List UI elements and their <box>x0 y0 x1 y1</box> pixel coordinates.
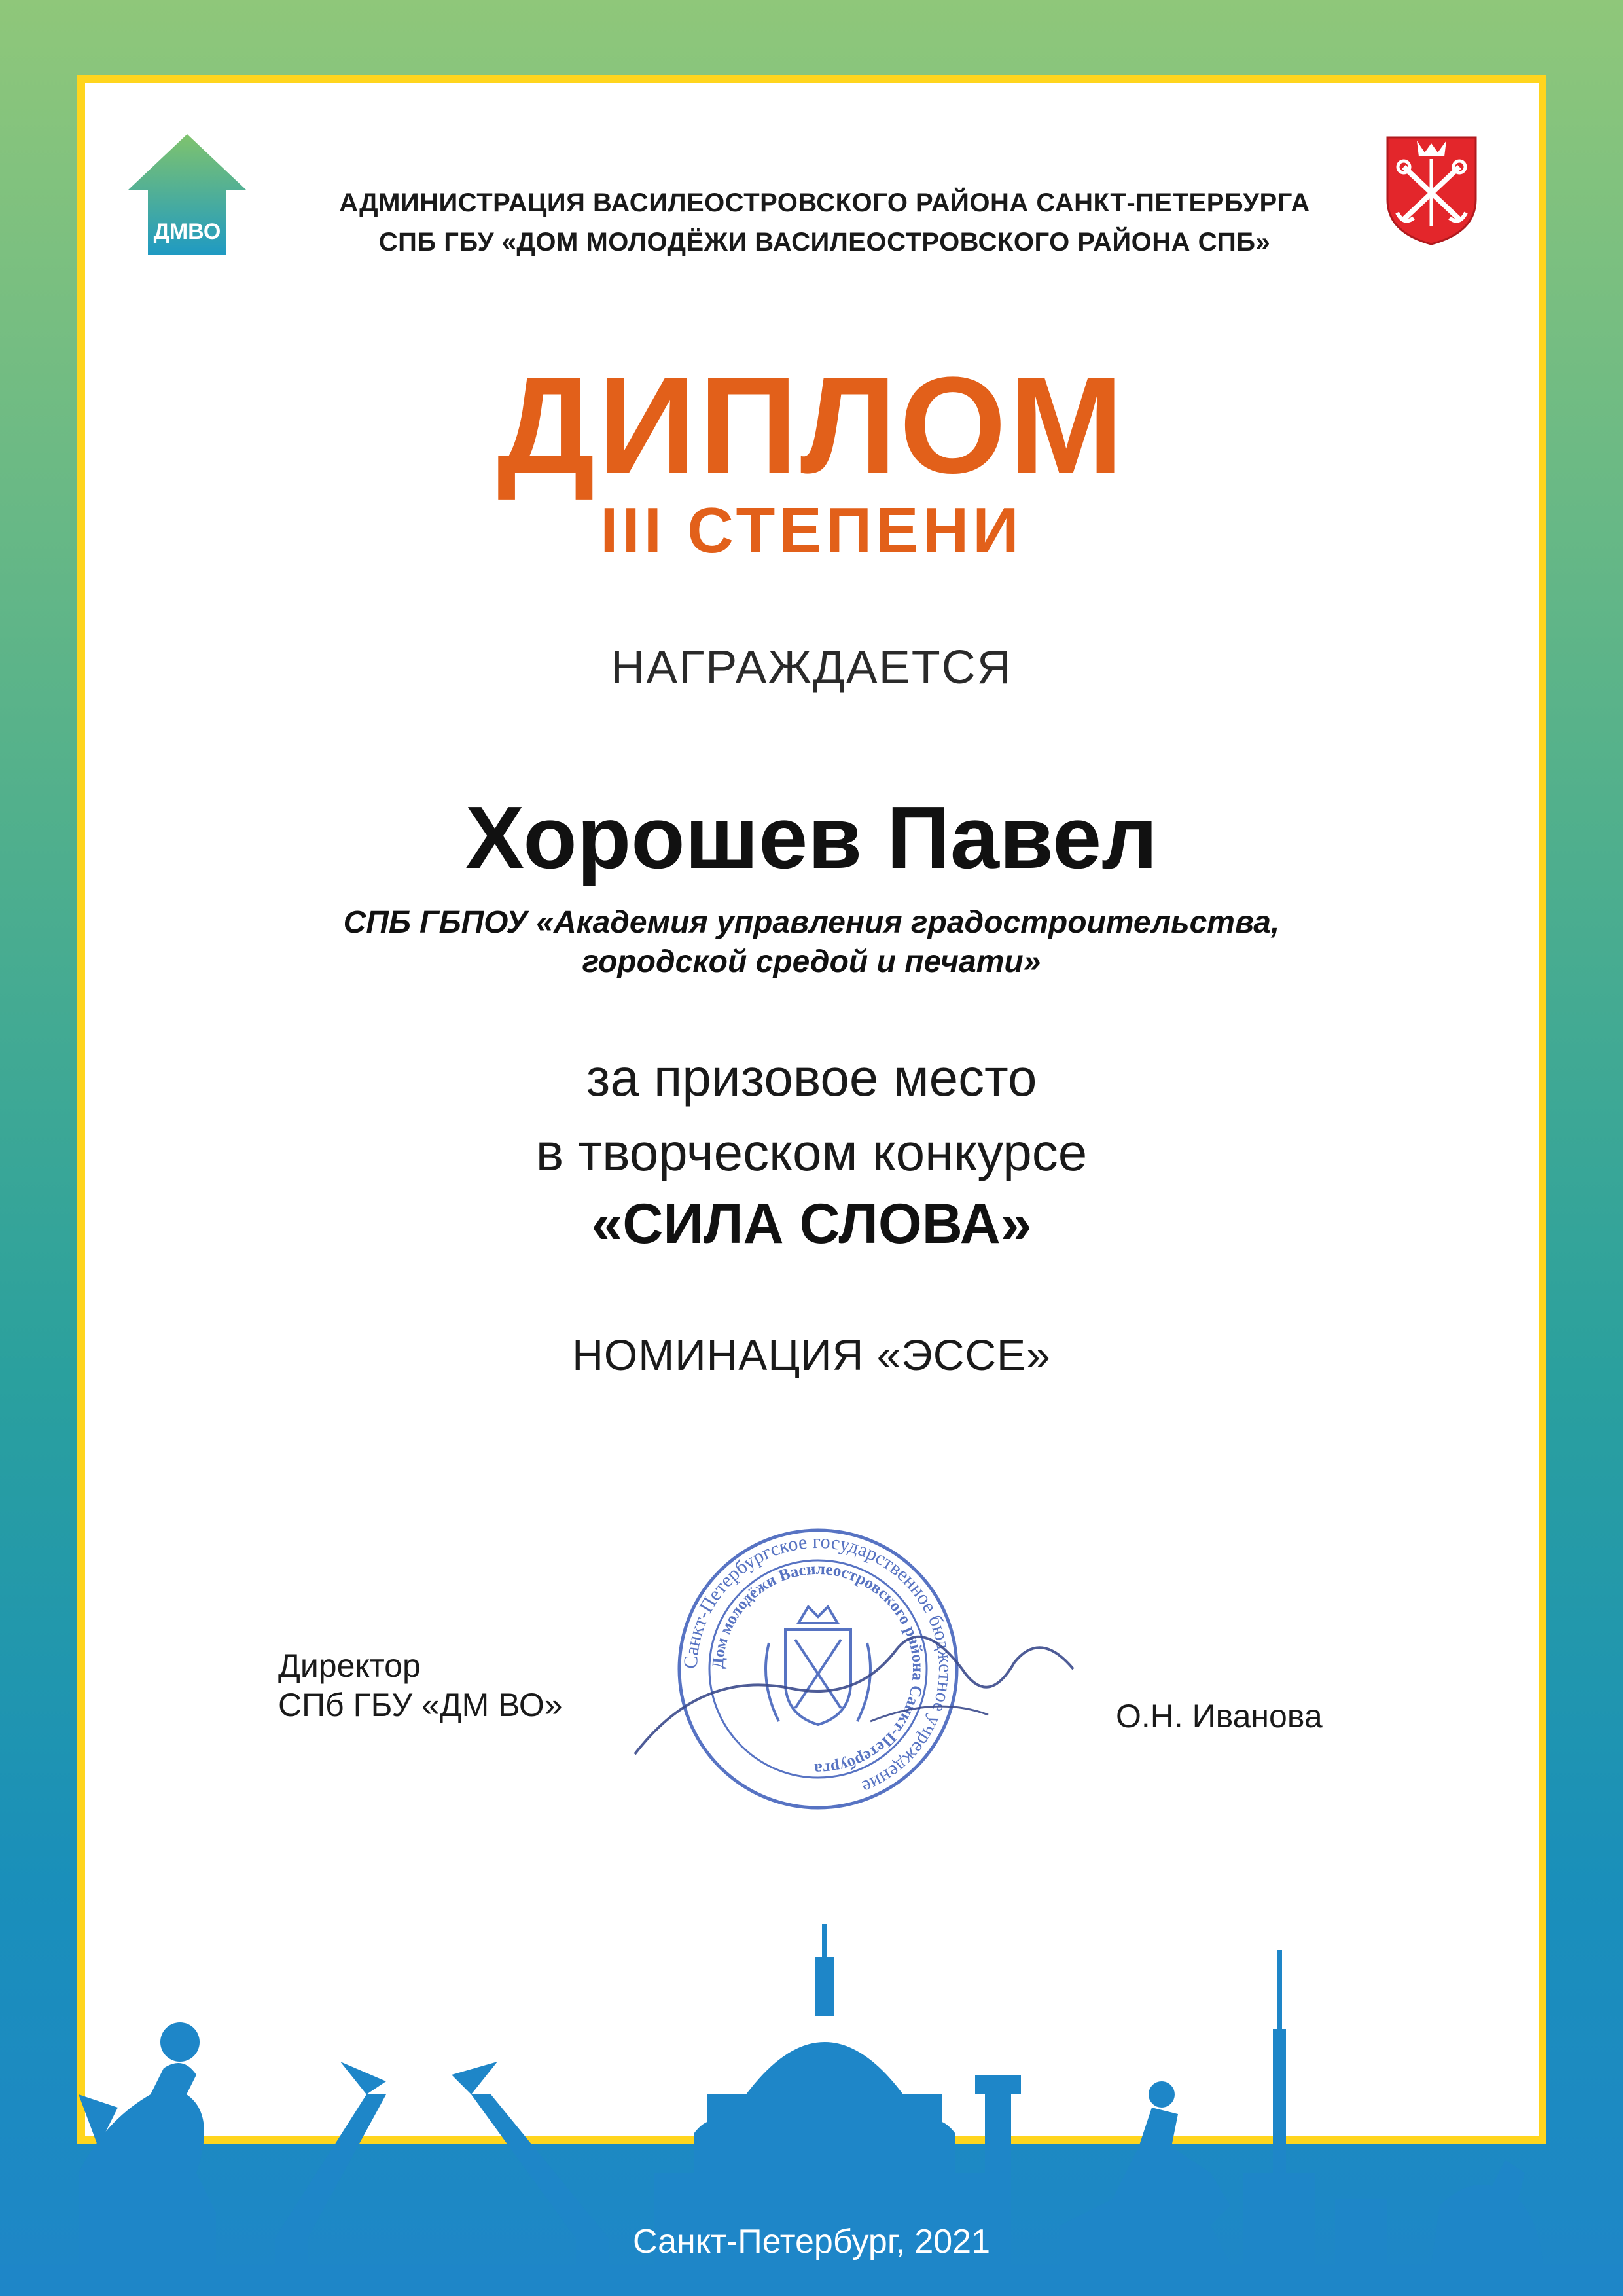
recipient-organization <box>262 903 1361 982</box>
recipient-name: Хорошев Павел <box>465 788 1158 887</box>
header-line-2: СПБ ГБУ «ДОМ МОЛОДЁЖИ ВАСИЛЕОСТРОВСКОГО РАЙОНА СПБ» <box>378 228 1271 257</box>
stamp-inner-text: Дом молодёжи Василеостровского района Санкт-Петербурга <box>709 1560 927 1778</box>
signer-name: О.Н. Иванова <box>1116 1698 1323 1734</box>
dmvo-logo-label: ДМВО <box>153 219 221 244</box>
header-organization <box>288 183 1361 262</box>
place-and-date: Санкт-Петербург, 2021 <box>632 2223 991 2261</box>
award-reason <box>0 1041 1623 1190</box>
header-line-1: АДМИНИСТРАЦИЯ ВАСИЛЕОСТРОВСКОГО РАЙОНА САНКТ-ПЕТЕРБУРГА <box>339 188 1310 217</box>
dmvo-logo <box>128 134 246 255</box>
nomination: НОМИНАЦИЯ «ЭССЕ» <box>572 1331 1051 1379</box>
coat-of-arms-icon <box>1384 134 1479 245</box>
director-title <box>278 1646 671 1725</box>
reason-line-2: в творческом конкурсе <box>535 1123 1088 1181</box>
handwritten-signature <box>622 1590 1080 1774</box>
stamp-outer-text: Санкт-Петербургское государственное бюджетное учреждение <box>679 1530 957 1799</box>
organization-line-1: СПБ ГБПОУ «Академия управления градостроительства, <box>343 905 1280 940</box>
organization-line-2: городской средой и печати» <box>582 944 1041 979</box>
diploma-degree: III СТЕПЕНИ <box>600 494 1023 566</box>
director-organization: СПб ГБУ «ДМ ВО» <box>278 1687 563 1723</box>
diploma-title: ДИПЛОМ <box>497 348 1126 502</box>
awarded-label: НАГРАЖДАЕТСЯ <box>611 641 1012 694</box>
contest-name: «СИЛА СЛОВА» <box>591 1193 1032 1255</box>
reason-line-1: за призовое место <box>586 1049 1037 1107</box>
director-role: Директор <box>278 1647 421 1684</box>
